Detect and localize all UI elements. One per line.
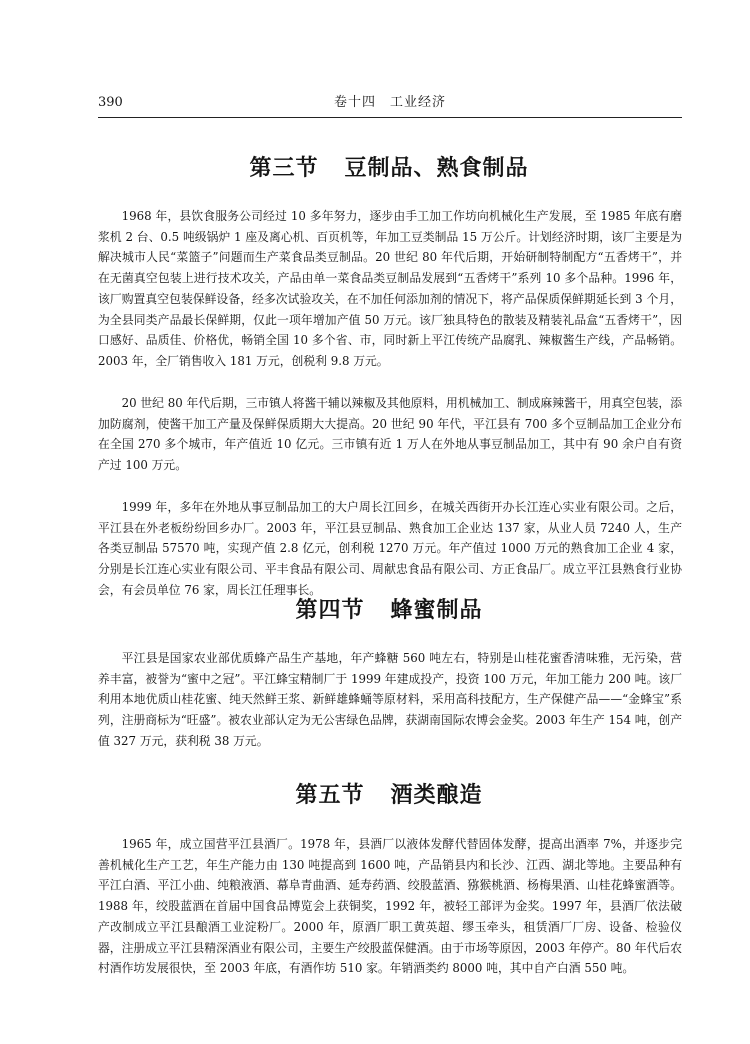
section-title: 酒类酿造 bbox=[390, 783, 483, 808]
body-paragraph: 1965 年，成立国营平江县酒厂。1978 年，县酒厂以液体发酵代替固体发酵，提高出酒率 7%，并逐步完善机械化生产工艺，年生产能力由 130 吨提高到 1600 吨，产品销县内和长沙、江西、湖北等地。主要品种有平江白酒、平江小曲、纯粮液酒、幕阜青曲酒、延寿药酒、绞股蓝酒、猕猴桃酒、杨梅果酒、山桂花蜂蜜酒等。1988 年，绞股蓝酒在首届中国食品博览会上获铜奖，1992 年，被轻工部评为金奖。1997 年，县酒厂依法破产改制成立平江县酿酒工业淀粉厂。2000 年，原酒厂职工黄英超、缪玉牵头，租赁酒厂厂房、设备、检验仪器，注册成立平江县精深酒业有限公司，主要生产绞股蓝保健酒。由于市场等原因，2003 年停产。80 年代后农村酒作坊发展很快，至 2003 年底，有酒作坊 510 家。年销酒类约 8000 吨，其中自产白酒 550 吨。 bbox=[98, 837, 682, 976]
section-title: 豆制品、熟食制品 bbox=[344, 156, 529, 181]
section-number: 第五节 bbox=[295, 783, 365, 808]
body-paragraph: 1968 年，县饮食服务公司经过 10 多年努力，逐步由手工加工作坊向机械化生产发展，至 1985 年底有磨浆机 2 台、0.5 吨级锅炉 1 座及离心机、百页机等，年加工豆类制品 15 万公斤。计划经济时期，该厂主要是为解决城市人民“菜篮子”问题而生产菜食品类豆制品。20 世纪 80 年代后期，开始研制特制配方“五香烤干”，并在无菌真空包装上进行技术攻关，产品由单一菜食品类豆制品发展到“五香烤干”系列 10 多个品种。1996 年，该厂购置真空包装保鲜设备，经多次试验攻关，在不加任何添加剂的情况下，将产品保质保鲜期延长到 3 个月，为全县同类产品最长保鲜期，仅此一项年增加产值 50 万元。该厂独具特色的散装及精装礼品盒“五香烤干”，因口感好、品质佳、价格优，畅销全国 10 多个省、市，同时新上平江传统产品腐乳、辣椒酱生产线，产品畅销。2003 年，全厂销售收入 181 万元，创税利 9.8 万元。 bbox=[98, 209, 682, 368]
section-number: 第三节 bbox=[249, 156, 319, 181]
body-paragraph: 1999 年，多年在外地从事豆制品加工的大户周长江回乡，在城关西街开办长江连心实业有限公司。之后，平江县在外老板纷纷回乡办厂。2003 年，平江县豆制品、熟食加工企业达 137 家，从业人员 7240 人，生产各类豆制品 57570 吨，实现产值 2.8 亿元，创利税 1270 万元。年产值过 1000 万元的熟食加工企业 4 家，分别是长江连心实业有限公司、平丰食品有限公司、周献忠食品有限公司、方正食品厂。成立平江县熟食行业协会，有会员单位 76 家，周长江任理事长。 bbox=[98, 500, 682, 597]
header-rule bbox=[98, 117, 682, 118]
section-heading bbox=[96, 154, 682, 184]
section-number: 第四节 bbox=[295, 598, 365, 623]
section-heading bbox=[96, 596, 682, 626]
section-title: 蜂蜜制品 bbox=[390, 598, 483, 623]
page-header bbox=[98, 92, 682, 114]
body-paragraph: 平江县是国家农业部优质蜂产品生产基地，年产蜂糖 560 吨左右，特别是山桂花蜜香清味雅，无污染，营养丰富，被誉为“蜜中之冠”。平江蜂宝精制厂于 1999 年建成投产，投资 100 万元，年加工能力 200 吨。该厂利用本地优质山桂花蜜、纯天然鲜王浆、新鲜雄蜂蛹等原材料，采用高科技配方，生产保健产品——“金蜂宝”系列，注册商标为“旺盛”。被农业部认定为无公害绿色品牌，获湖南国际农博会金奖。2003 年生产 154 吨，创产值 327 万元，获利税 38 万元。 bbox=[98, 651, 682, 748]
running-title: 卷十四 工业经济 bbox=[333, 95, 446, 110]
section-heading bbox=[96, 781, 682, 811]
body-paragraph: 20 世纪 80 年代后期，三市镇人将酱干辅以辣椒及其他原料，用机械加工、制成麻辣酱干，用真空包装，添加防腐剂，使酱干加工产量及保鲜保质期大大提高。20 世纪 90 年代，平江县有 700 多个豆制品加工企业分布在全国 270 多个城市，年产值近 10 亿元。三市镇有近 1 万人在外地从事豆制品加工，其中有 90 余户自有资产过 100 万元。 bbox=[98, 396, 682, 473]
page-number: 390 bbox=[98, 95, 123, 110]
